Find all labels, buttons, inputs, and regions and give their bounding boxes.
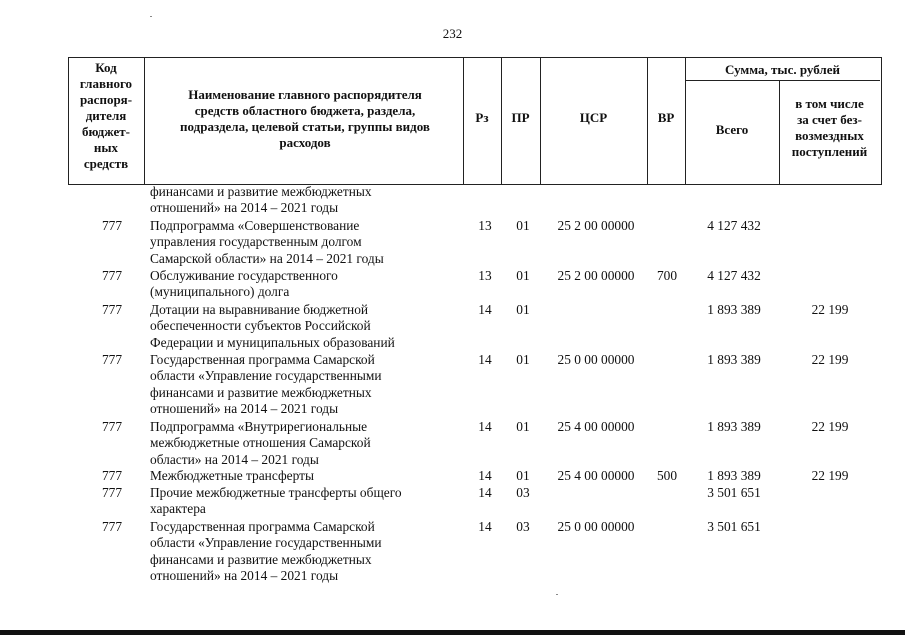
row-csr: 25 0 00 00000 [557, 519, 635, 534]
header-incl: в том числе за счет без- возмездных поступлений [791, 96, 868, 159]
row-csr: 25 2 00 00000 [557, 268, 635, 283]
scan-speck [150, 16, 152, 17]
row-name: Подпрограмма «Совершенствование управления государственным долгом Самарской области» на 2014 – 2021 годы [150, 218, 384, 266]
row-csr: 25 4 00 00000 [557, 419, 635, 434]
row-pr: 01 [516, 352, 530, 367]
row-code: 777 [101, 218, 123, 233]
row-rz: 14 [478, 419, 492, 434]
row-code: 777 [101, 352, 123, 367]
row-total: 1 893 389 [707, 302, 761, 317]
row-total: 1 893 389 [707, 352, 761, 367]
scan-speck [556, 594, 558, 595]
header-sum: Сумма, тыс. рублей [725, 62, 840, 77]
row-total: 1 893 389 [707, 419, 761, 434]
row-name: Межбюджетные трансферты [150, 468, 314, 483]
row-name: Прочие межбюджетные трансферты общего характера [150, 485, 402, 517]
row-incl: 22 199 [811, 352, 849, 367]
row-name: финансами и развитие межбюджетных отношений» на 2014 – 2021 годы [150, 184, 372, 216]
row-name: Дотации на выравнивание бюджетной обеспеченности субъектов Российской Федерации и муниципальных образований [150, 302, 395, 350]
row-name: Обслуживание государственного (муниципального) долга [150, 268, 338, 300]
row-incl: 22 199 [811, 302, 849, 317]
row-rz: 14 [478, 302, 492, 317]
bottom-rule [0, 630, 905, 635]
row-pr: 01 [516, 218, 530, 233]
row-code: 777 [101, 302, 123, 317]
row-pr: 01 [516, 468, 530, 483]
row-rz: 13 [478, 218, 492, 233]
row-total: 4 127 432 [707, 218, 761, 233]
row-code: 777 [101, 519, 123, 534]
row-rz: 14 [478, 352, 492, 367]
row-pr: 03 [516, 519, 530, 534]
row-vr: 500 [656, 468, 678, 483]
page-number: 232 [442, 26, 463, 41]
row-total: 3 501 651 [707, 485, 761, 500]
row-total: 4 127 432 [707, 268, 761, 283]
row-incl: 22 199 [811, 468, 849, 483]
row-code: 777 [101, 485, 123, 500]
row-rz: 14 [478, 468, 492, 483]
row-total: 3 501 651 [707, 519, 761, 534]
header-vr: ВР [657, 110, 675, 125]
row-pr: 01 [516, 268, 530, 283]
row-vr: 700 [656, 268, 678, 283]
row-rz: 13 [478, 268, 492, 283]
row-code: 777 [101, 419, 123, 434]
row-code: 777 [101, 268, 123, 283]
header-pr: ПР [511, 110, 530, 125]
row-rz: 14 [478, 485, 492, 500]
row-csr: 25 0 00 00000 [557, 352, 635, 367]
header-csr: ЦСР [579, 110, 608, 125]
row-pr: 03 [516, 485, 530, 500]
row-total: 1 893 389 [707, 468, 761, 483]
row-csr: 25 2 00 00000 [557, 218, 635, 233]
row-name: Подпрограмма «Внутрирегиональные межбюджетные отношения Самарской области» на 2014 – 2021 годы [150, 419, 371, 467]
header-code: Код главного распоря- дителя бюджет- ных средств [79, 60, 133, 171]
row-rz: 14 [478, 519, 492, 534]
row-pr: 01 [516, 419, 530, 434]
row-pr: 01 [516, 302, 530, 317]
row-name: Государственная программа Самарской области «Управление государственными финансами и развитие межбюджетных отношений» на 2014 – 2021 годы [150, 352, 382, 417]
header-rz: Рз [475, 110, 489, 125]
row-code: 777 [101, 468, 123, 483]
row-name: Государственная программа Самарской области «Управление государственными финансами и развитие межбюджетных отношений» на 2014 – 2021 годы [150, 519, 382, 584]
header-name: Наименование главного распорядителя средств областного бюджета, раздела, подраздела, целевой статьи, группы видов расходов [180, 87, 430, 150]
row-csr: 25 4 00 00000 [557, 468, 635, 483]
row-incl: 22 199 [811, 419, 849, 434]
header-total: Всего [715, 122, 749, 137]
